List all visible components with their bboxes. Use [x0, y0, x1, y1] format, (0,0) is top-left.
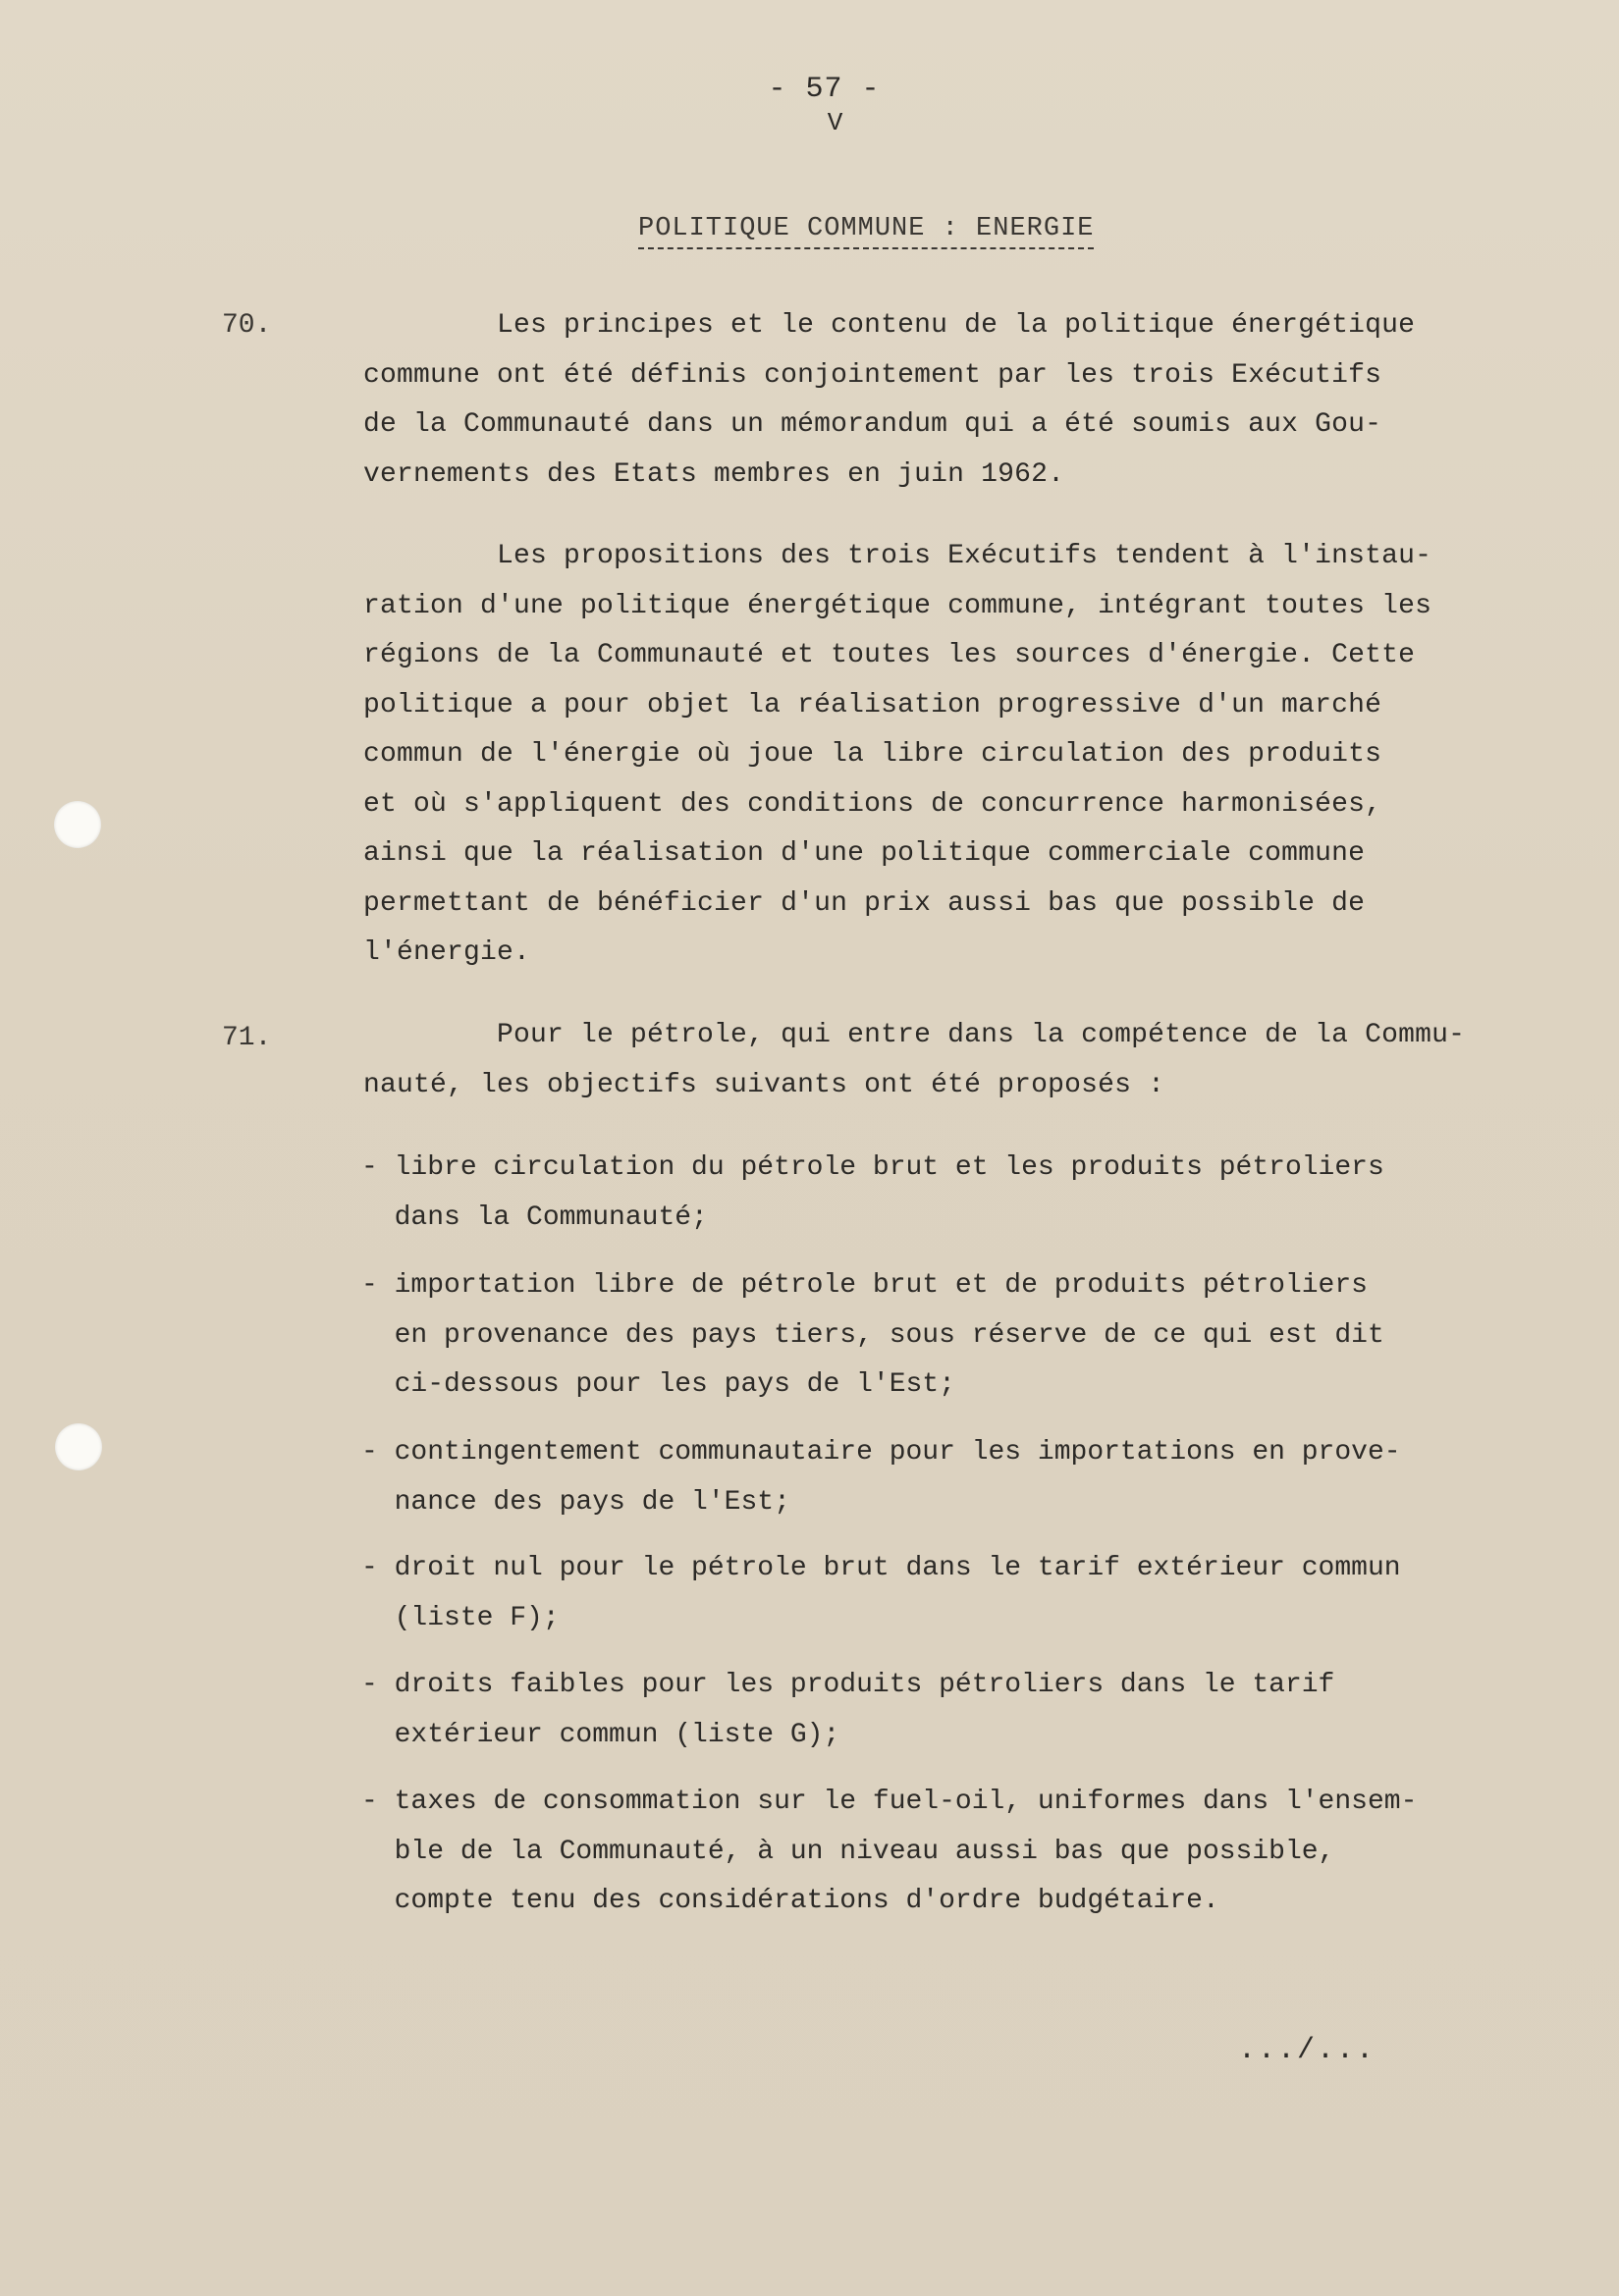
section-number: V	[827, 108, 843, 137]
page-number: - 57 -	[768, 73, 881, 106]
punch-hole-top	[54, 801, 101, 848]
list-item: - importation libre de pétrole brut et de produits pétroliers en provenance des pays tiers, sous réserve de ce qui est dit ci-dessous pour les pays de l'Est;	[361, 1270, 1384, 1400]
paragraph-70-text: Les principes et le contenu de la politique énergétique commune ont été définis conjointement par les trois Exécutifs de la Communauté dans un mémorandum qui a été soumis aux Gou- vernements des Etats membres en juin 1962.	[363, 310, 1416, 490]
paragraph-71-text: Pour le pétrole, qui entre dans la compétence de la Commu- nauté, les objectifs suivants ont été proposés :	[363, 1020, 1466, 1100]
list-item: - droits faibles pour les produits pétroliers dans le tarif extérieur commun (liste G);	[361, 1670, 1335, 1750]
paragraph-70b-text: Les propositions des trois Exécutifs tendent à l'instau- ration d'une politique énergétique commune, intégrant toutes les régions de la Communauté et toutes les sources d'énergie. Cette politique a pour objet la réalisation progressive d'un marché commun de l'énergie où joue la libre circulation des produits et où s'appliquent des conditions de concurrence harmonisées, ainsi que la réalisation d'une politique commerciale commune permettant de bénéficier d'un prix aussi bas que possible de l'énergie.	[363, 541, 1432, 968]
punch-hole-bottom	[55, 1423, 102, 1470]
continuation-mark: .../...	[1237, 2034, 1376, 2067]
list-item: - droit nul pour le pétrole brut dans le tarif extérieur commun (liste F);	[361, 1553, 1401, 1633]
list-item: - libre circulation du pétrole brut et les produits pétroliers dans la Communauté;	[361, 1152, 1384, 1233]
list-item: - taxes de consommation sur le fuel-oil, uniformes dans l'ensem- ble de la Communauté, à un niveau aussi bas que possible, compte tenu des considérations d'ordre budgétaire.	[361, 1787, 1418, 1916]
paragraph-number-71: 71.	[222, 1023, 272, 1053]
page-title: POLITIQUE COMMUNE : ENERGIE	[638, 214, 1094, 249]
list-item: - contingentement communautaire pour les importations en prove- nance des pays de l'Est;	[361, 1437, 1401, 1518]
paragraph-number-70: 70.	[222, 310, 272, 341]
